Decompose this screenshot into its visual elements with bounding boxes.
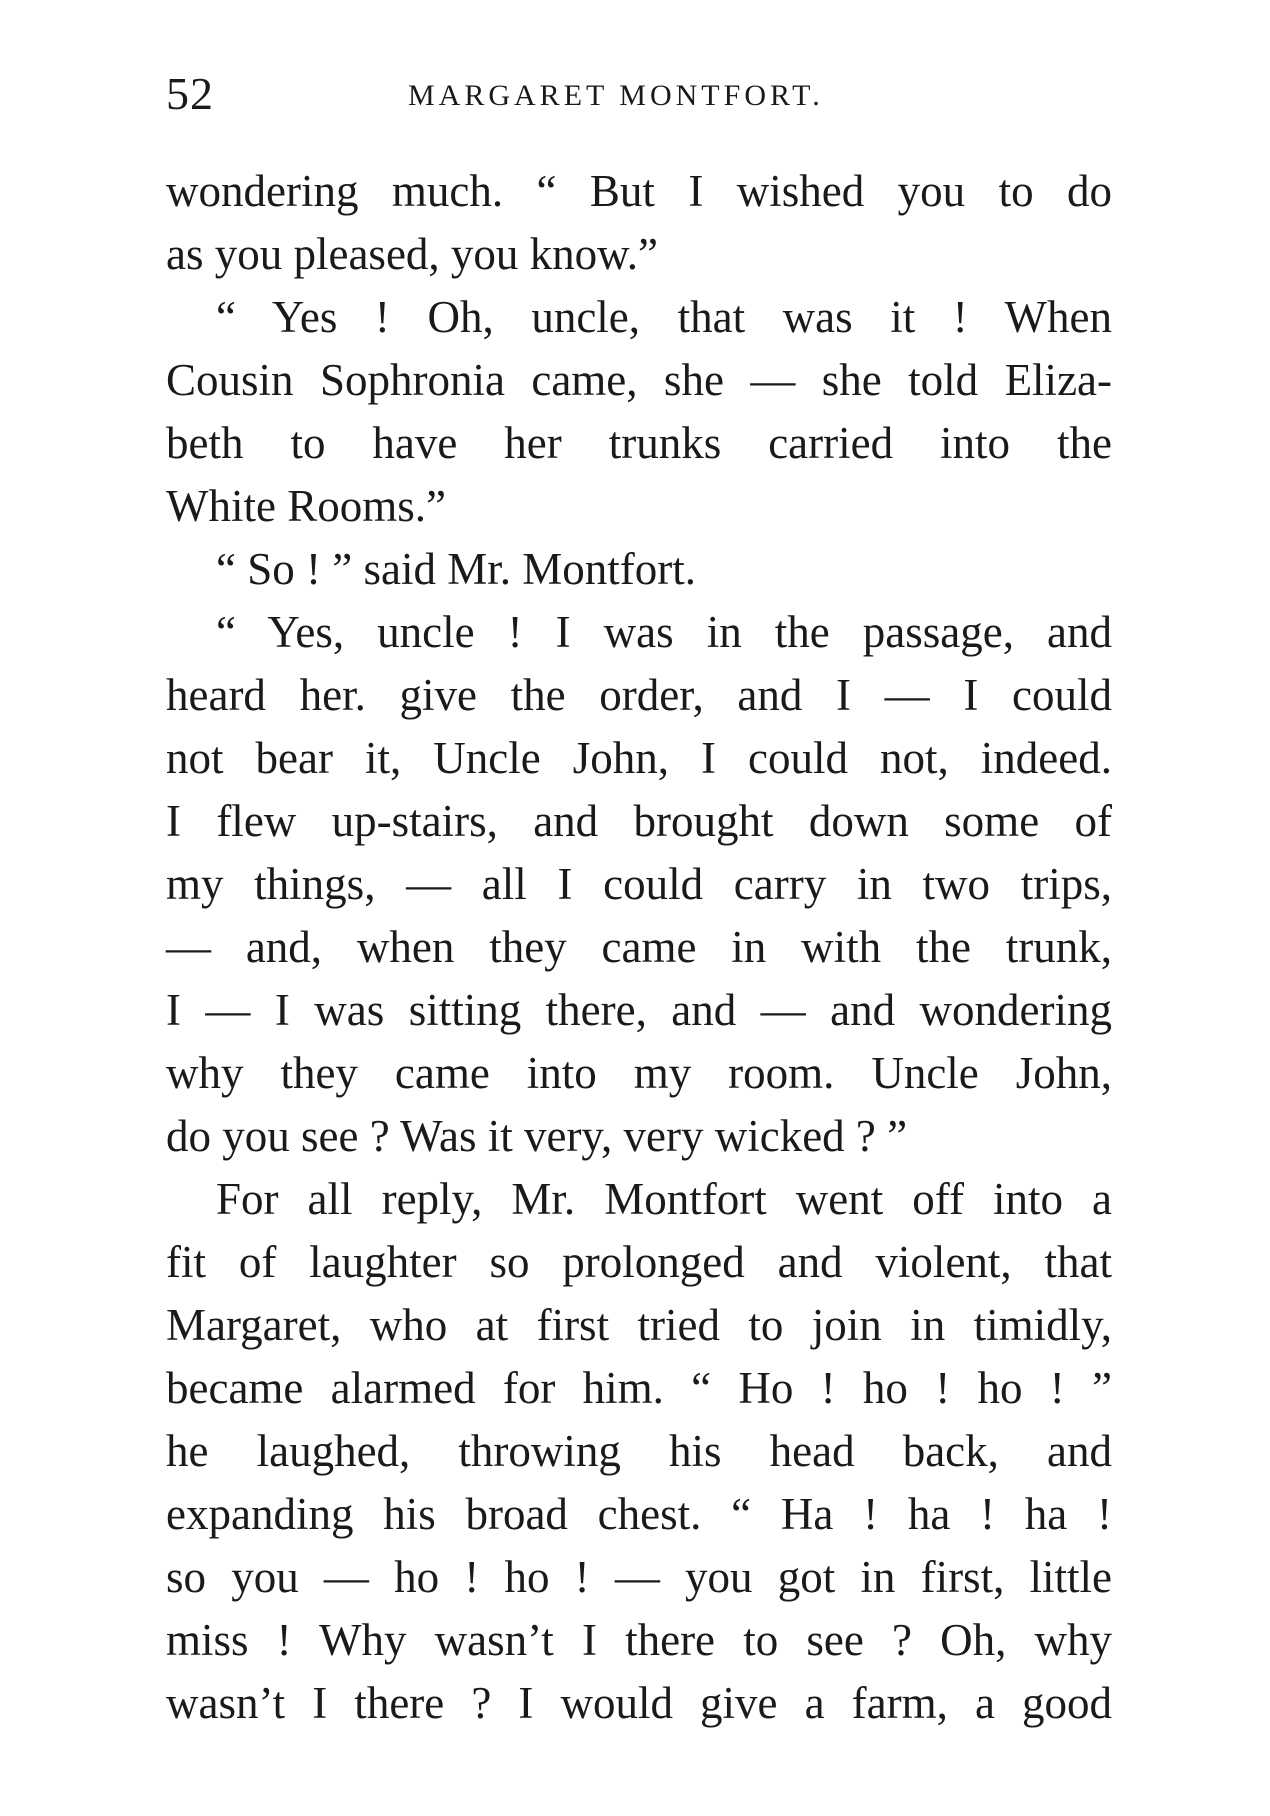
text-line: I — I was sitting there, and — and wondering [166,985,1112,1035]
page-number: 52 [166,68,214,119]
body-text [166,160,1112,1735]
text-line: I flew up-stairs, and brought down some of [166,796,1112,846]
text-line: not bear it, Uncle John, I could not, indeed. [166,733,1112,783]
text-line: “ Yes ! Oh, uncle, that was it ! When [216,292,1112,342]
text-line: wasn’t I there ? I would give a farm, a good [166,1678,1112,1728]
text-line: “ So ! ” said Mr. Montfort. [216,544,696,594]
text-line: Cousin Sophronia came, she — she told Eliza- [166,355,1112,405]
text-line: expanding his broad chest. “ Ha ! ha ! ha ! [166,1489,1112,1539]
text-line: do you see ? Was it very, very wicked ? ” [166,1111,908,1161]
text-line: “ Yes, uncle ! I was in the passage, and [216,607,1112,657]
text-line: why they came into my room. Uncle John, [166,1048,1112,1098]
text-line: my things, — all I could carry in two trips, [166,859,1112,909]
text-line: he laughed, throwing his head back, and [166,1426,1112,1476]
running-title: MARGARET MONTFORT. [408,79,824,112]
running-head [166,66,1116,122]
text-line: White Rooms.” [166,481,446,531]
text-line: became alarmed for him. “ Ho ! ho ! ho ! ” [166,1363,1112,1413]
text-line: — and, when they came in with the trunk, [166,922,1112,972]
text-line: miss ! Why wasn’t I there to see ? Oh, why [166,1615,1112,1665]
text-line: fit of laughter so prolonged and violent, that [166,1237,1112,1287]
text-line: beth to have her trunks carried into the [166,418,1112,468]
text-line: heard her. give the order, and I — I could [166,670,1112,720]
text-line: so you — ho ! ho ! — you got in first, little [166,1552,1112,1602]
text-line: For all reply, Mr. Montfort went off into a [216,1174,1112,1224]
text-line: as you pleased, you know.” [166,229,658,279]
text-line: wondering much. “ But I wished you to do [166,166,1112,216]
text-line: Margaret, who at first tried to join in timidly, [166,1300,1112,1350]
